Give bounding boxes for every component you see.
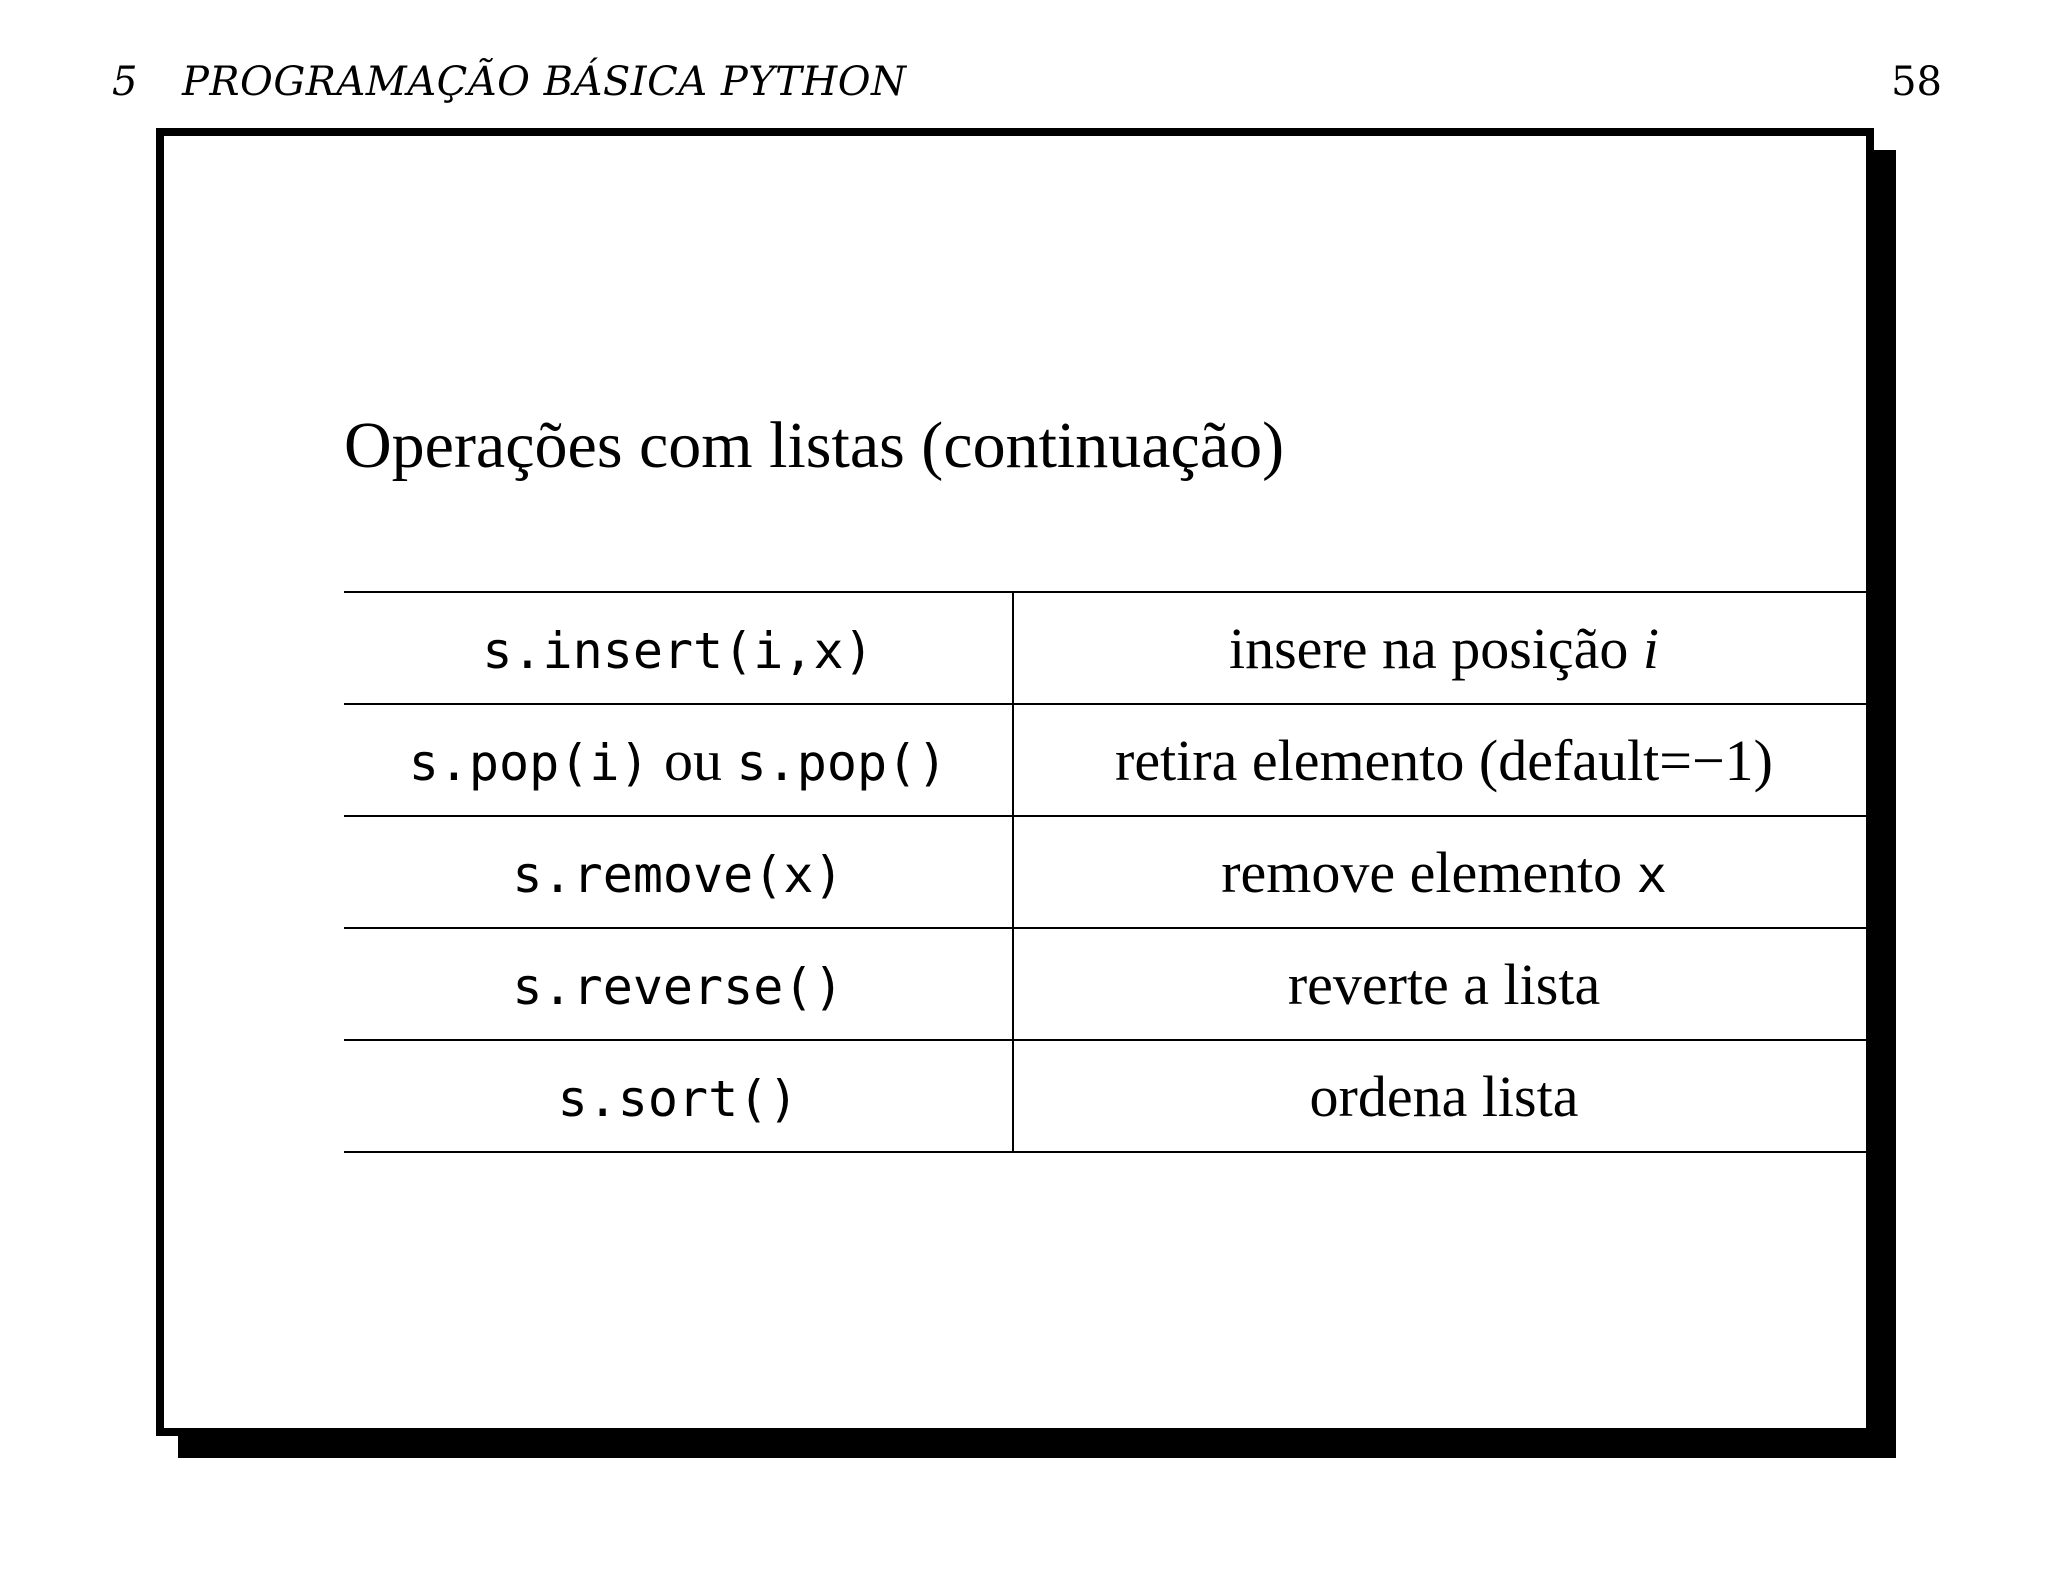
description-text: insere na posição (1228, 615, 1643, 681)
operation-code: s.insert(i,x) (482, 621, 874, 680)
description-cell (1013, 704, 1874, 816)
section-number: 5 (112, 59, 138, 105)
description-cell (1013, 1040, 1874, 1152)
description-cell (1013, 592, 1874, 704)
table-row (344, 1040, 1874, 1152)
list-operations-table (344, 591, 1874, 1153)
operation-cell (344, 928, 1013, 1040)
operation-cell (344, 1040, 1013, 1152)
table-row (344, 592, 1874, 704)
operation-cell (344, 592, 1013, 704)
operation-cell (344, 816, 1013, 928)
slide-title: Operações com listas (continuação) (344, 409, 1285, 482)
running-header (112, 56, 1942, 108)
description-text: remove elemento (1221, 839, 1637, 905)
description-text: retira elemento (default=−1) (1115, 727, 1773, 793)
operation-cell (344, 704, 1013, 816)
description-cell (1013, 816, 1874, 928)
operation-code: s.sort() (557, 1069, 799, 1128)
section-title: PROGRAMAÇÃO BÁSICA PYTHON (182, 59, 907, 105)
description-cell (1013, 928, 1874, 1040)
table-row (344, 816, 1874, 928)
operation-code: s.pop(i) (408, 733, 650, 792)
operation-code: s.remove(x) (512, 845, 844, 904)
page-number: 58 (1891, 59, 1942, 105)
description-text: reverte a lista (1287, 951, 1601, 1017)
table-row (344, 928, 1874, 1040)
slide-frame (156, 128, 1874, 1436)
description-code: x (1636, 845, 1667, 904)
operation-code: s.reverse() (512, 957, 844, 1016)
operation-joiner: ou (649, 727, 737, 793)
description-variable: i (1642, 615, 1660, 681)
table-row (344, 704, 1874, 816)
description-text: ordena lista (1309, 1063, 1579, 1129)
operation-code-alt: s.pop() (736, 733, 948, 792)
